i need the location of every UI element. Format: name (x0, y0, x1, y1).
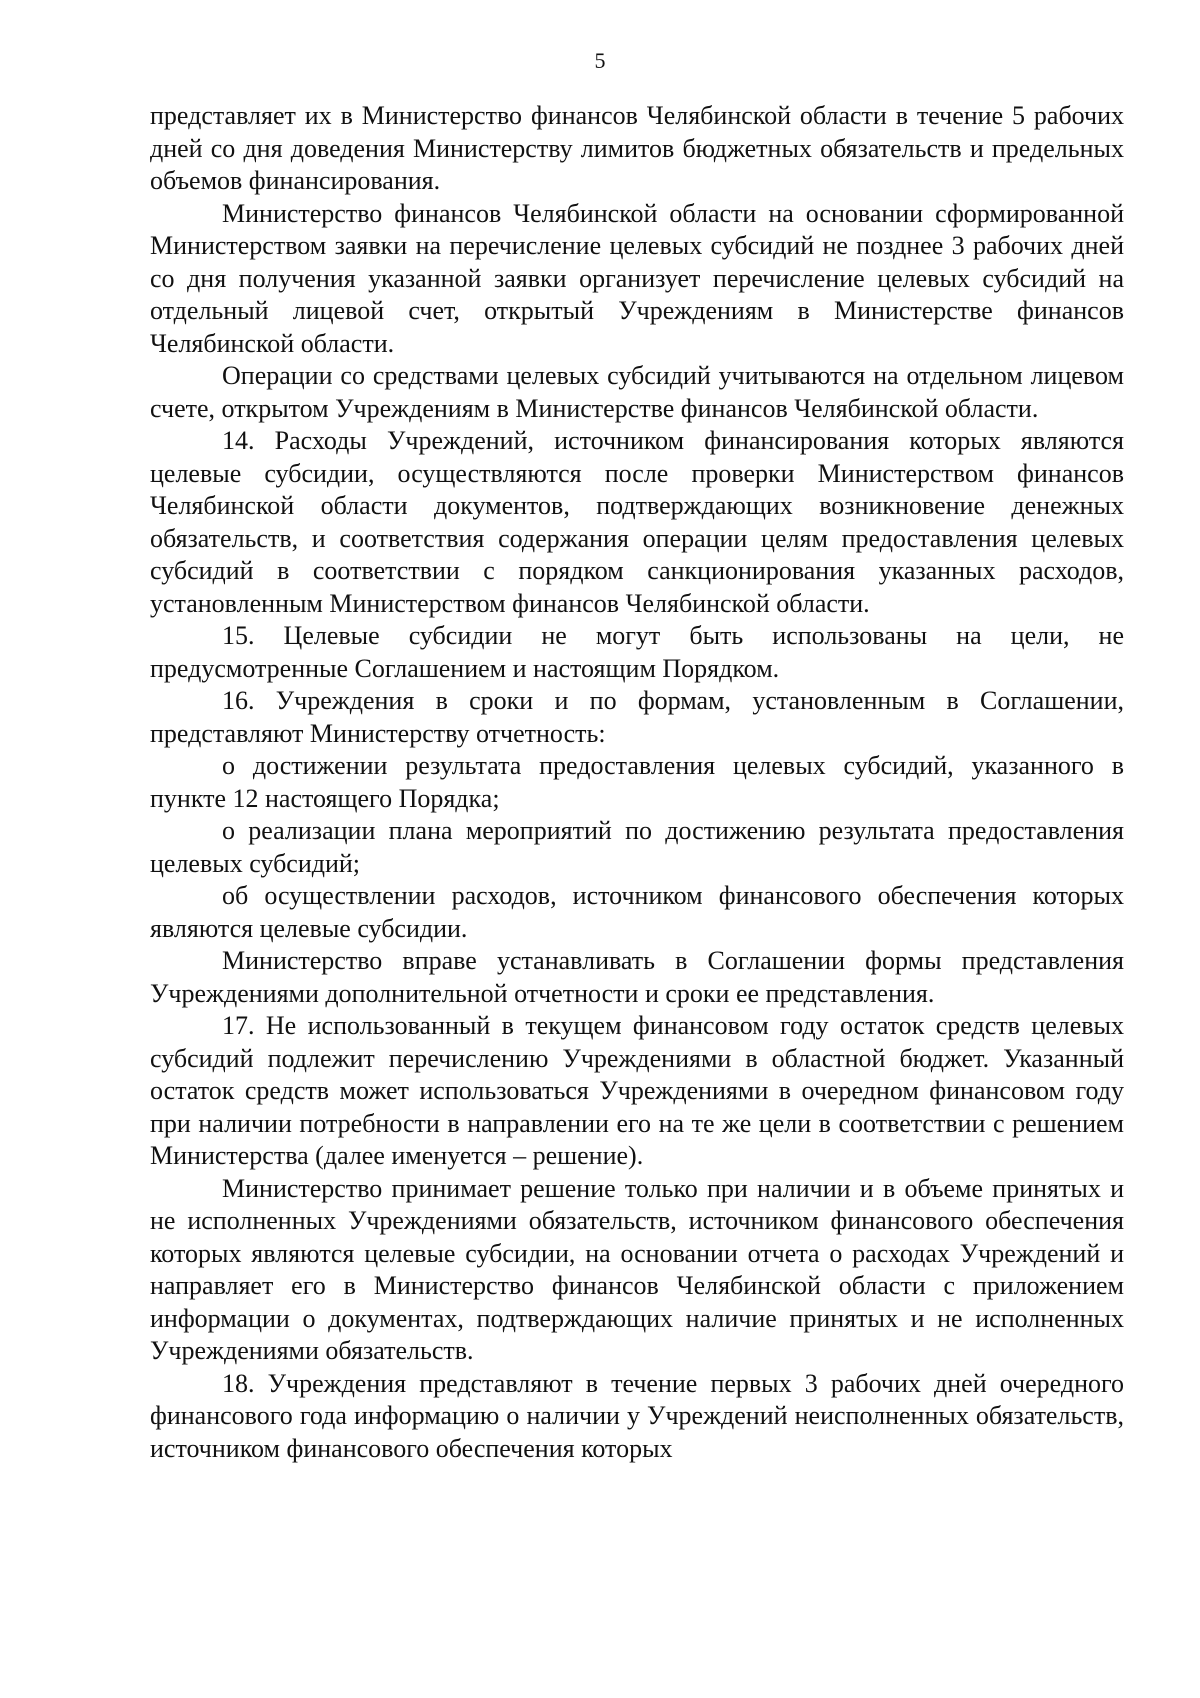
paragraph-report-results: о достижении результата предоставления целевых субсидий, указанного в пункте 12 настоящего Порядка; (150, 751, 1124, 813)
paragraph-item-18: 18. Учреждения представляют в течение первых 3 рабочих дней очередного финансового года информацию о наличии у Учреждений неисполненных обязательств, источником финансового обеспечения которых (150, 1368, 1124, 1463)
paragraph-item-15: 15. Целевые субсидии не могут быть использованы на цели, не предусмотренные Соглашением и настоящим Порядком. (150, 621, 1124, 683)
paragraph-operations: Операции со средствами целевых субсидий учитываются на отдельном лицевом счете, открытом Учреждениям в Министерстве финансов Челябинской области. (150, 361, 1124, 423)
paragraph-minfin-transfer: Министерство финансов Челябинской области на основании сформированной Министерством заявки на перечисление целевых субсидий не позднее 3 рабочих дней со дня получения указанной заявки организует перечисление целевых субсидий на отдельный лицевой счет, открытый Учреждениям в Министерстве финансов Челябинской области. (150, 198, 1124, 358)
paragraph-additional-reporting: Министерство вправе устанавливать в Соглашении формы представления Учреждениями дополнительной отчетности и сроки ее представления. (150, 946, 1124, 1008)
paragraph-decision: Министерство принимает решение только при наличии и в объеме принятых и не исполненных Учреждениями обязательств, источником финансового обеспечения которых являются целевые субсидии, на основании отчета о расходах Учреждений и направляет его в Министерство финансов Челябинской области с приложением информации о документах, подтверждающих наличие принятых и не исполненных Учреждениями обязательств. (150, 1173, 1124, 1365)
paragraph-item-14: 14. Расходы Учреждений, источником финансирования которых являются целевые субсидии, осуществляются после проверки Министерством финансов Челябинской области документов, подтверждающих возникновение денежных обязательств, и соответствия содержания операции целям предоставления целевых субсидий в соответствии с порядком санкционирования указанных расходов, установленным Министерством финансов Челябинской области. (150, 426, 1124, 618)
paragraph-report-expenses: об осуществлении расходов, источником финансового обеспечения которых являются целевые субсидии. (150, 881, 1124, 943)
page-number: 5 (594, 48, 606, 73)
paragraph-report-plan: о реализации плана мероприятий по достижению результата предоставления целевых субсидий; (150, 816, 1124, 878)
document-body (150, 100, 1124, 1465)
paragraph-item-16: 16. Учреждения в сроки и по формам, установленным в Соглашении, представляют Министерству отчетность: (150, 686, 1124, 748)
paragraph-continuation: представляет их в Министерство финансов Челябинской области в течение 5 рабочих дней со дня доведения Министерству лимитов бюджетных обязательств и предельных объемов финансирования. (150, 101, 1124, 195)
paragraph-item-17: 17. Не использованный в текущем финансовом году остаток средств целевых субсидий подлежит перечислению Учреждениями в областной бюджет. Указанный остаток средств может использоваться Учреждениями в очередном финансовом году при наличии потребности в направлении его на те же цели в соответствии с решением Министерства (далее именуется – решение). (150, 1011, 1124, 1170)
